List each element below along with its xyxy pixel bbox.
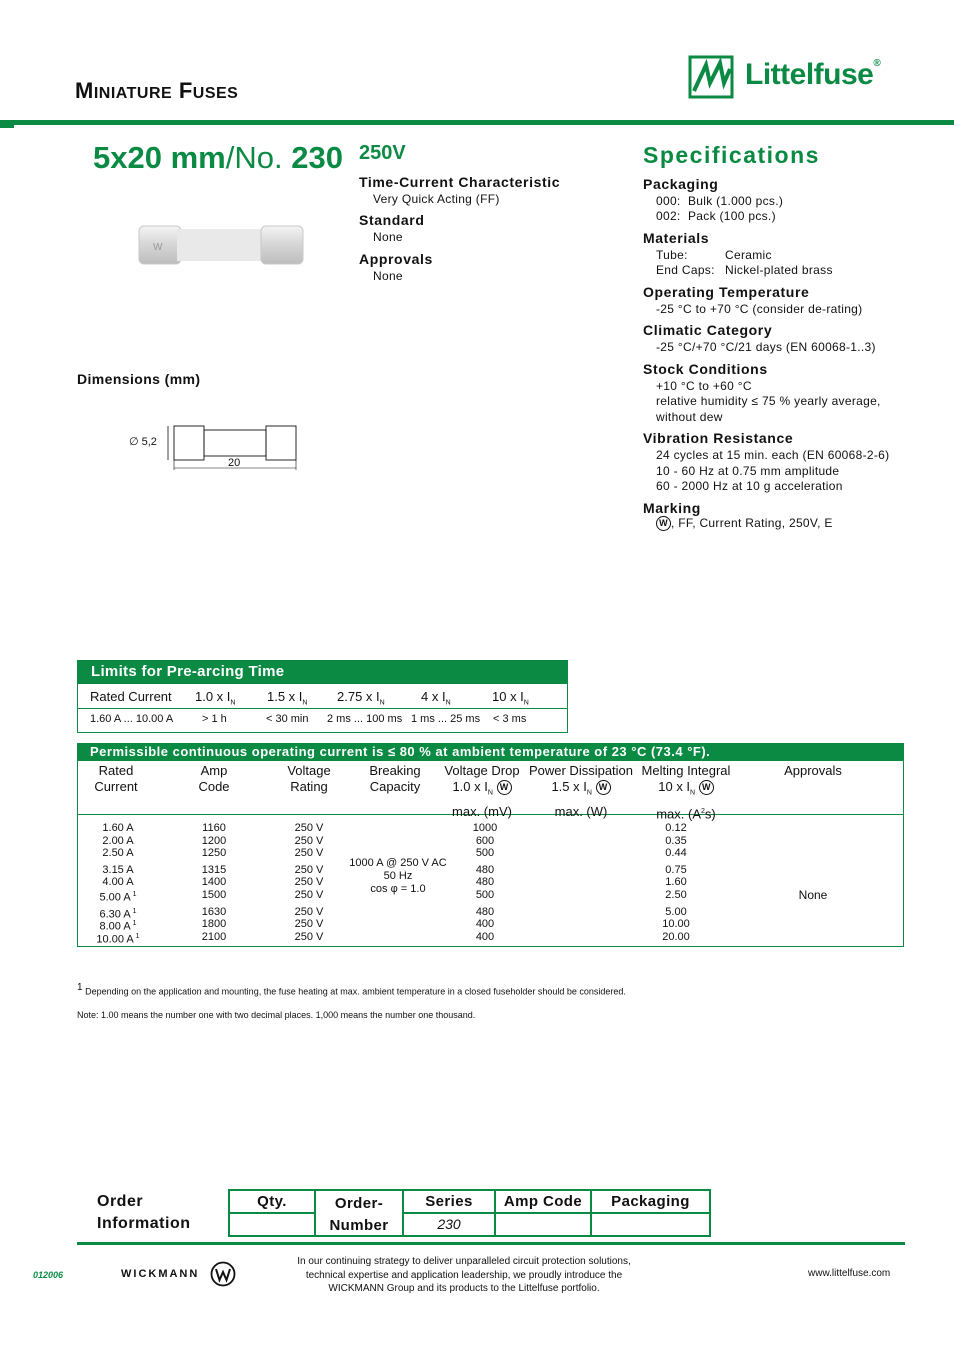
table-cell-amp: 2100 xyxy=(201,930,227,943)
dim-diameter: ∅ 5,2 xyxy=(129,436,157,448)
product-title-num: 230 xyxy=(291,140,343,175)
website-link[interactable]: www.littelfuse.com xyxy=(808,1268,891,1279)
order-label-1: Order xyxy=(97,1193,144,1210)
col-h-melt-sq: 2 xyxy=(701,807,705,815)
prearc-h-2-text: 1.5 x I xyxy=(267,689,303,704)
ratings-table-header xyxy=(77,743,904,761)
packaging-1-value: Bulk (1.000 pcs.) xyxy=(688,194,784,208)
brand-registered: ® xyxy=(873,58,881,69)
footnote-1-text: Depending on the application and mounting, the fuse heating at max. ambient temperature in a closed fuseholder should be considered. xyxy=(82,986,626,997)
prearc-h-1-text: 1.0 x I xyxy=(195,689,231,704)
brand-text: Littelfuse xyxy=(745,58,874,91)
product-title-no: No. xyxy=(234,140,283,175)
caps-key: End Caps: xyxy=(656,263,715,277)
marking-label: Marking xyxy=(643,500,701,516)
prearc-divider xyxy=(78,708,567,709)
packaging-1-code: 000: xyxy=(656,194,681,208)
wickmann-w-icon: W xyxy=(596,780,611,795)
characteristic-value: Very Quick Acting (FF) xyxy=(373,192,500,206)
tube-value: Ceramic xyxy=(725,248,772,262)
characteristic-label: Time-Current Characteristic xyxy=(359,174,561,190)
prearc-h-1 xyxy=(195,689,235,707)
order-series-value: 230 xyxy=(437,1216,461,1232)
table-cell-melt: 10.00 xyxy=(662,918,690,931)
col-h-drop-sub: N xyxy=(487,789,493,797)
footnote-2: Note: 1.00 means the number one with two decimal places. 1,000 means the number one thousand. xyxy=(77,1010,476,1020)
col-h-current-2: Current xyxy=(94,779,138,794)
col-h-drop-2 xyxy=(438,779,526,802)
product-title-size: 5x20 mm xyxy=(93,140,226,175)
table-cell-melt: 0.12 xyxy=(665,822,687,834)
prearc-h-3-text: 2.75 x I xyxy=(337,689,380,704)
approvals-value: None xyxy=(373,269,403,283)
caps-value: Nickel-plated brass xyxy=(725,263,833,277)
table-cell-melt: 20.00 xyxy=(662,930,690,943)
order-series-header xyxy=(402,1189,496,1214)
col-h-break-1: Breaking xyxy=(369,763,421,778)
brand-name xyxy=(745,58,880,92)
prearc-v-4: 1 ms ... 25 ms xyxy=(411,713,481,725)
operating-temp-value: -25 °C to +70 °C (consider de-rating) xyxy=(656,302,863,316)
order-number-label xyxy=(316,1193,402,1237)
prearc-v-3: 2 ms ... 100 ms xyxy=(327,713,403,725)
vibration-label: Vibration Resistance xyxy=(643,430,794,446)
col-h-melt-1: Melting Integral xyxy=(641,763,731,778)
footnote-1-mark: 1 xyxy=(77,982,83,993)
order-qty-cell[interactable] xyxy=(228,1212,316,1237)
col-h-volt-1: Voltage xyxy=(287,763,331,778)
product-title xyxy=(93,140,343,176)
prearc-h-5-sub: N xyxy=(523,699,529,707)
operating-temp-label: Operating Temperature xyxy=(643,284,810,300)
order-table xyxy=(228,1189,711,1237)
footnote-mark: 1 xyxy=(130,890,137,898)
table-cell-melt: 2.50 xyxy=(665,888,687,901)
table-cell-amp: 1160 xyxy=(202,822,226,834)
col-h-current xyxy=(85,763,147,795)
col-h-power-sub: N xyxy=(586,789,592,797)
order-ampcode-label: Amp Code xyxy=(503,1193,583,1210)
col-amp xyxy=(185,822,243,943)
col-h-melt-2 xyxy=(636,779,736,802)
prearc-h-3 xyxy=(337,689,385,707)
stock-line-2: relative humidity ≤ 75 % yearly average, xyxy=(656,394,881,408)
col-current xyxy=(85,822,151,946)
table-cell-volt: 250 V xyxy=(294,905,324,918)
footnote-mark: 1 xyxy=(130,920,137,928)
col-h-amp-2: Code xyxy=(198,779,230,794)
table-cell-volt: 250 V xyxy=(294,918,324,931)
footer-note-3: WICKMANN Group and its products to the Littelfuse portfolio. xyxy=(328,1283,600,1294)
order-series-cell xyxy=(402,1212,496,1237)
order-series-label: Series xyxy=(425,1193,473,1210)
title-rest-1: INIATURE xyxy=(93,85,173,102)
fuse-photo-icon xyxy=(137,222,305,268)
order-number-cell xyxy=(314,1189,404,1237)
stock-label: Stock Conditions xyxy=(643,361,768,377)
product-title-sep: / xyxy=(225,140,235,175)
col-h-drop xyxy=(438,763,526,820)
table-cell-current: 4.00 A xyxy=(102,876,134,889)
col-h-breaking xyxy=(362,763,428,795)
col-h-melt-4: s) xyxy=(704,805,716,821)
col-voltage xyxy=(278,822,340,943)
table-cell-amp: 1800 xyxy=(201,918,227,931)
stock-line-3: without dew xyxy=(656,410,723,424)
prearc-h-5 xyxy=(492,689,529,707)
table-cell-current: 8.00 A $^1$ xyxy=(99,920,137,933)
climatic-value: -25 °C/+70 °C/21 days (EN 60068-1..3) xyxy=(656,340,876,354)
packaging-2-value: Pack (100 pcs.) xyxy=(688,209,776,223)
col-h-melt-3 xyxy=(636,804,736,822)
order-qty-label: Qty. xyxy=(257,1193,287,1210)
wickmann-w-icon xyxy=(210,1261,236,1287)
prearc-h-rated: Rated Current xyxy=(90,689,172,704)
col-h-drop-2-text: 1.0 x I xyxy=(452,779,488,794)
date-code: 012006 xyxy=(33,1270,64,1280)
dimensions-label: Dimensions (mm) xyxy=(77,371,201,387)
table-cell-amp: 1630 xyxy=(201,905,227,918)
vibration-line-2: 10 - 60 Hz at 0.75 mm amplitude xyxy=(656,464,840,478)
col-h-amp xyxy=(185,763,243,795)
table-cell-volt: 250 V xyxy=(294,863,324,876)
climatic-label: Climatic Category xyxy=(643,322,773,338)
table-cell-current: 2.50 A xyxy=(102,847,134,860)
footnote-1 xyxy=(77,982,626,997)
marking-value xyxy=(656,516,833,531)
order-number-1: Order- xyxy=(334,1195,384,1212)
table-cell-current: 1.60 A xyxy=(102,822,134,834)
prearc-h-2-sub: N xyxy=(302,699,308,707)
table-cell-drop: 400 xyxy=(475,918,495,931)
materials-label: Materials xyxy=(643,230,710,246)
table-cell-volt: 250 V xyxy=(294,834,324,847)
footnote-mark: 1 xyxy=(133,932,140,940)
table-cell-drop: 1000 xyxy=(472,822,498,834)
table-cell-current: 6.30 A $^1$ xyxy=(99,907,137,921)
prearc-v-2: < 30 min xyxy=(266,713,309,725)
table-cell-drop: 480 xyxy=(475,876,495,889)
table-cell-drop: 480 xyxy=(475,863,495,876)
prearc-table-header xyxy=(77,660,568,684)
col-h-approvals: Approvals xyxy=(784,763,842,778)
prearc-v-1: > 1 h xyxy=(202,713,227,725)
breaking-1: 1000 A @ 250 V AC xyxy=(349,857,447,869)
dim-length: 20 xyxy=(228,457,241,469)
table-cell-drop: 600 xyxy=(475,834,495,847)
col-h-power xyxy=(526,763,636,820)
vibration-line-3: 60 - 2000 Hz at 10 g acceleration xyxy=(656,479,843,493)
order-number-2: Number xyxy=(329,1217,389,1234)
col-h-power-2 xyxy=(526,779,636,802)
col-h-melt-3-text: max. (A xyxy=(656,805,702,821)
wickmann-w-icon: W xyxy=(656,516,671,531)
col-h-voltage xyxy=(278,763,340,795)
section-title xyxy=(75,78,238,104)
table-cell-current: 2.00 A xyxy=(102,834,134,847)
footer-note xyxy=(273,1255,655,1296)
footnote-mark: 1 xyxy=(130,907,137,915)
header-rule-notch xyxy=(0,125,14,128)
order-ampcode-header xyxy=(494,1189,592,1214)
col-drop xyxy=(452,822,518,943)
col-h-power-1: Power Dissipation xyxy=(528,763,634,778)
col-h-current-1: Rated xyxy=(98,763,134,778)
footer-note-1: In our continuing strategy to deliver unparalleled circuit protection solutions, xyxy=(297,1256,631,1267)
col-h-power-3: max. (W) xyxy=(554,803,608,819)
order-ampcode-cell[interactable] xyxy=(494,1212,592,1237)
order-info-label xyxy=(97,1191,191,1235)
col-h-break-2: Capacity xyxy=(369,779,421,794)
title-initial-1: M xyxy=(75,78,94,103)
table-cell-melt: 0.35 xyxy=(665,834,687,847)
prearc-title: Limits for Pre-arcing Time xyxy=(91,663,285,680)
table-cell-drop: 400 xyxy=(475,930,495,943)
wickmann-w-icon: W xyxy=(699,780,714,795)
col-h-volt-2: Rating xyxy=(290,779,328,794)
table-cell-volt: 250 V xyxy=(294,822,324,834)
order-qty-header xyxy=(228,1189,316,1214)
prearc-h-4-text: 4 x I xyxy=(421,689,446,704)
table-cell-amp: 1500 xyxy=(201,888,227,901)
standard-label: Standard xyxy=(359,212,425,228)
table-cell-drop: 500 xyxy=(475,847,495,860)
stock-line-1: +10 °C to +60 °C xyxy=(656,379,752,393)
order-packaging-header xyxy=(590,1189,711,1214)
table-cell-volt: 250 V xyxy=(294,930,324,943)
table-cell-melt: 0.75 xyxy=(665,863,687,876)
col-h-melt-2-text: 10 x I xyxy=(658,779,691,794)
breaking-capacity-cell xyxy=(345,857,451,896)
table-cell-current: 3.15 A xyxy=(102,863,134,876)
col-h-melt-sub: N xyxy=(690,789,696,797)
title-rest-2: USES xyxy=(192,85,239,102)
col-h-drop-1: Voltage Drop xyxy=(444,763,520,778)
prearc-h-5-text: 10 x I xyxy=(492,689,524,704)
packaging-label: Packaging xyxy=(643,176,719,192)
packaging-2-code: 002: xyxy=(656,209,681,223)
table-cell-melt: 0.44 xyxy=(665,847,687,860)
order-packaging-label: Packaging xyxy=(611,1193,690,1210)
footer-rule xyxy=(77,1242,905,1245)
wickmann-wordmark: WICKMANN xyxy=(121,1268,200,1280)
tube-key: Tube: xyxy=(656,248,688,262)
prearc-h-4-sub: N xyxy=(445,699,451,707)
approvals-cell: None xyxy=(798,888,828,902)
table-cell-current: 5.00 A $^1$ xyxy=(99,890,137,904)
svg-text:W: W xyxy=(153,242,163,253)
col-h-power-2-text: 1.5 x I xyxy=(551,779,587,794)
col-h-amp-1: Amp xyxy=(200,763,228,778)
table-cell-drop: 480 xyxy=(475,905,495,918)
col-h-melting xyxy=(636,763,736,822)
marking-text: , FF, Current Rating, 250V, E xyxy=(671,516,833,530)
approvals-label: Approvals xyxy=(359,251,433,267)
footer-note-2: technical expertise and application leadership, we proudly introduce the xyxy=(305,1269,623,1281)
specifications-title: Specifications xyxy=(643,142,820,168)
ratings-title: Permissible continuous operating current is ≤ 80 % at ambient temperature of 23 °C (73.4 °F). xyxy=(90,744,711,759)
table-cell-current: 10.00 A $^1$ xyxy=(96,932,140,946)
table-cell-volt: 250 V xyxy=(294,888,324,901)
table-cell-drop: 500 xyxy=(475,888,495,901)
col-h-drop-3: max. (mV) xyxy=(452,803,512,819)
vibration-line-1: 24 cycles at 15 min. each (EN 60068-2-6) xyxy=(656,448,890,462)
prearc-v-5: < 3 ms xyxy=(493,713,527,725)
table-cell-amp: 1200 xyxy=(201,834,227,847)
table-cell-melt: 5.00 xyxy=(665,905,687,918)
wickmann-w-icon: W xyxy=(497,780,512,795)
table-cell-volt: 250 V xyxy=(294,876,324,889)
col-melt xyxy=(640,822,712,943)
breaking-2: 50 Hz xyxy=(383,870,413,882)
title-initial-2: F xyxy=(178,78,193,103)
table-cell-melt: 1.60 xyxy=(665,876,687,889)
prearc-v-rated: 1.60 A ... 10.00 A xyxy=(90,713,174,725)
table-cell-amp: 1315 xyxy=(201,863,227,876)
table-cell-volt: 250 V xyxy=(294,847,324,860)
prearc-h-2 xyxy=(267,689,307,707)
prearc-h-4 xyxy=(421,689,451,707)
standard-value: None xyxy=(373,230,403,244)
prearc-h-1-sub: N xyxy=(230,699,236,707)
header-rule xyxy=(0,120,954,125)
voltage-rating: 250V xyxy=(359,142,406,164)
order-packaging-cell[interactable] xyxy=(590,1212,711,1237)
table-cell-amp: 1250 xyxy=(201,847,227,860)
breaking-3: cos φ = 1.0 xyxy=(370,883,426,895)
prearc-h-3-sub: N xyxy=(379,699,385,707)
table-cell-amp: 1400 xyxy=(201,876,227,889)
order-label-2: Information xyxy=(97,1215,191,1232)
